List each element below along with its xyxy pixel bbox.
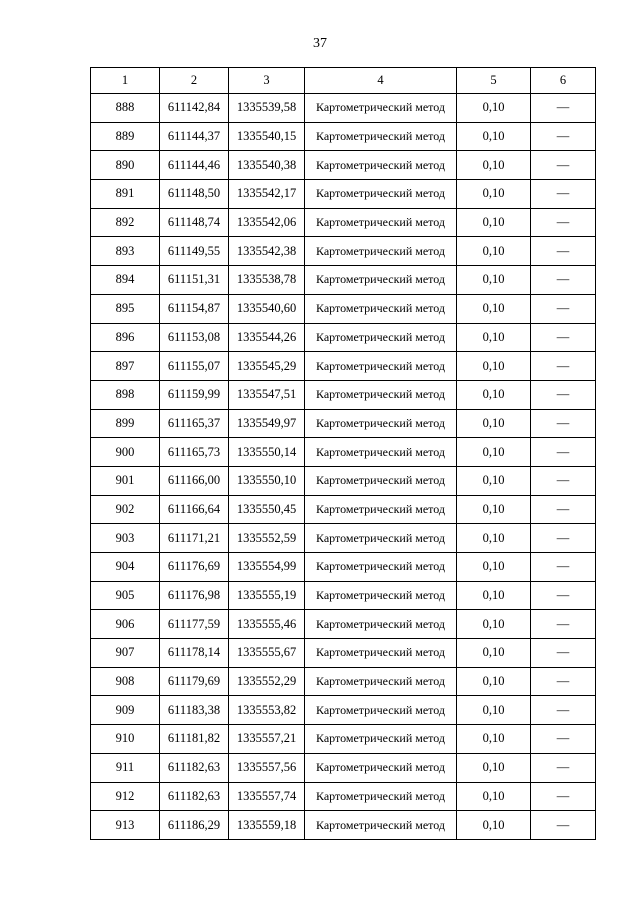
x-coordinate-cell: 611181,82: [160, 725, 229, 754]
table-row: [91, 466, 596, 495]
table-row: [91, 553, 596, 582]
point-number-cell: 893: [91, 237, 160, 266]
note-cell: —: [531, 524, 596, 553]
note-cell: —: [531, 122, 596, 151]
accuracy-cell: 0,10: [457, 782, 531, 811]
note-cell: —: [531, 409, 596, 438]
method-cell: Картометрический метод: [305, 352, 457, 381]
method-cell: Картометрический метод: [305, 581, 457, 610]
point-number-cell: 902: [91, 495, 160, 524]
y-coordinate-cell: 1335549,97: [229, 409, 305, 438]
y-coordinate-cell: 1335555,46: [229, 610, 305, 639]
method-cell: Картометрический метод: [305, 237, 457, 266]
note-cell: —: [531, 466, 596, 495]
note-cell: —: [531, 581, 596, 610]
note-cell: —: [531, 696, 596, 725]
note-cell: —: [531, 667, 596, 696]
header-col-6: 6: [531, 68, 596, 94]
y-coordinate-cell: 1335552,29: [229, 667, 305, 696]
table-row: [91, 782, 596, 811]
x-coordinate-cell: 611166,00: [160, 466, 229, 495]
x-coordinate-cell: 611179,69: [160, 667, 229, 696]
accuracy-cell: 0,10: [457, 352, 531, 381]
x-coordinate-cell: 611166,64: [160, 495, 229, 524]
table-row: [91, 667, 596, 696]
table-row: [91, 524, 596, 553]
coordinates-table: [90, 67, 596, 840]
table-row: [91, 151, 596, 180]
table-row: [91, 495, 596, 524]
x-coordinate-cell: 611155,07: [160, 352, 229, 381]
point-number-cell: 905: [91, 581, 160, 610]
point-number-cell: 908: [91, 667, 160, 696]
y-coordinate-cell: 1335559,18: [229, 811, 305, 840]
table-row: [91, 409, 596, 438]
table-row: [91, 352, 596, 381]
note-cell: —: [531, 294, 596, 323]
y-coordinate-cell: 1335545,29: [229, 352, 305, 381]
note-cell: —: [531, 811, 596, 840]
note-cell: —: [531, 380, 596, 409]
accuracy-cell: 0,10: [457, 725, 531, 754]
table-row: [91, 753, 596, 782]
table-row: [91, 208, 596, 237]
point-number-cell: 912: [91, 782, 160, 811]
table-row: [91, 725, 596, 754]
method-cell: Картометрический метод: [305, 639, 457, 668]
point-number-cell: 900: [91, 438, 160, 467]
method-cell: Картометрический метод: [305, 409, 457, 438]
table-row: [91, 94, 596, 123]
accuracy-cell: 0,10: [457, 610, 531, 639]
table-row: [91, 811, 596, 840]
accuracy-cell: 0,10: [457, 266, 531, 295]
note-cell: —: [531, 94, 596, 123]
x-coordinate-cell: 611148,74: [160, 208, 229, 237]
y-coordinate-cell: 1335538,78: [229, 266, 305, 295]
x-coordinate-cell: 611148,50: [160, 180, 229, 209]
point-number-cell: 906: [91, 610, 160, 639]
x-coordinate-cell: 611171,21: [160, 524, 229, 553]
header-row: [91, 68, 596, 94]
method-cell: Картометрический метод: [305, 323, 457, 352]
note-cell: —: [531, 610, 596, 639]
x-coordinate-cell: 611153,08: [160, 323, 229, 352]
y-coordinate-cell: 1335544,26: [229, 323, 305, 352]
method-cell: Картометрический метод: [305, 151, 457, 180]
y-coordinate-cell: 1335540,60: [229, 294, 305, 323]
table-row: [91, 380, 596, 409]
point-number-cell: 913: [91, 811, 160, 840]
x-coordinate-cell: 611159,99: [160, 380, 229, 409]
y-coordinate-cell: 1335547,51: [229, 380, 305, 409]
y-coordinate-cell: 1335550,10: [229, 466, 305, 495]
method-cell: Картометрический метод: [305, 495, 457, 524]
method-cell: Картометрический метод: [305, 438, 457, 467]
accuracy-cell: 0,10: [457, 438, 531, 467]
y-coordinate-cell: 1335550,14: [229, 438, 305, 467]
method-cell: Картометрический метод: [305, 466, 457, 495]
accuracy-cell: 0,10: [457, 294, 531, 323]
table-row: [91, 581, 596, 610]
table-row: [91, 323, 596, 352]
note-cell: —: [531, 639, 596, 668]
point-number-cell: 898: [91, 380, 160, 409]
y-coordinate-cell: 1335557,56: [229, 753, 305, 782]
x-coordinate-cell: 611142,84: [160, 94, 229, 123]
table-row: [91, 610, 596, 639]
x-coordinate-cell: 611176,98: [160, 581, 229, 610]
accuracy-cell: 0,10: [457, 380, 531, 409]
y-coordinate-cell: 1335557,74: [229, 782, 305, 811]
x-coordinate-cell: 611151,31: [160, 266, 229, 295]
y-coordinate-cell: 1335542,38: [229, 237, 305, 266]
note-cell: —: [531, 438, 596, 467]
table-body: [91, 94, 596, 840]
point-number-cell: 896: [91, 323, 160, 352]
method-cell: Картометрический метод: [305, 380, 457, 409]
point-number-cell: 911: [91, 753, 160, 782]
method-cell: Картометрический метод: [305, 208, 457, 237]
table-row: [91, 122, 596, 151]
note-cell: —: [531, 753, 596, 782]
method-cell: Картометрический метод: [305, 266, 457, 295]
method-cell: Картометрический метод: [305, 811, 457, 840]
method-cell: Картометрический метод: [305, 667, 457, 696]
note-cell: —: [531, 237, 596, 266]
accuracy-cell: 0,10: [457, 667, 531, 696]
y-coordinate-cell: 1335553,82: [229, 696, 305, 725]
method-cell: Картометрический метод: [305, 294, 457, 323]
point-number-cell: 909: [91, 696, 160, 725]
note-cell: —: [531, 180, 596, 209]
note-cell: —: [531, 495, 596, 524]
accuracy-cell: 0,10: [457, 811, 531, 840]
point-number-cell: 888: [91, 94, 160, 123]
header-col-5: 5: [457, 68, 531, 94]
method-cell: Картометрический метод: [305, 782, 457, 811]
method-cell: Картометрический метод: [305, 696, 457, 725]
y-coordinate-cell: 1335557,21: [229, 725, 305, 754]
accuracy-cell: 0,10: [457, 553, 531, 582]
header-col-1: 1: [91, 68, 160, 94]
table-row: [91, 266, 596, 295]
x-coordinate-cell: 611186,29: [160, 811, 229, 840]
table-row: [91, 639, 596, 668]
note-cell: —: [531, 352, 596, 381]
y-coordinate-cell: 1335540,38: [229, 151, 305, 180]
y-coordinate-cell: 1335555,67: [229, 639, 305, 668]
note-cell: —: [531, 151, 596, 180]
method-cell: Картометрический метод: [305, 94, 457, 123]
note-cell: —: [531, 266, 596, 295]
point-number-cell: 899: [91, 409, 160, 438]
x-coordinate-cell: 611165,73: [160, 438, 229, 467]
header-col-4: 4: [305, 68, 457, 94]
point-number-cell: 894: [91, 266, 160, 295]
accuracy-cell: 0,10: [457, 524, 531, 553]
accuracy-cell: 0,10: [457, 696, 531, 725]
method-cell: Картометрический метод: [305, 180, 457, 209]
x-coordinate-cell: 611144,37: [160, 122, 229, 151]
table-row: [91, 294, 596, 323]
note-cell: —: [531, 208, 596, 237]
x-coordinate-cell: 611176,69: [160, 553, 229, 582]
point-number-cell: 903: [91, 524, 160, 553]
accuracy-cell: 0,10: [457, 409, 531, 438]
table-row: [91, 696, 596, 725]
x-coordinate-cell: 611177,59: [160, 610, 229, 639]
y-coordinate-cell: 1335539,58: [229, 94, 305, 123]
point-number-cell: 892: [91, 208, 160, 237]
accuracy-cell: 0,10: [457, 466, 531, 495]
accuracy-cell: 0,10: [457, 151, 531, 180]
x-coordinate-cell: 611149,55: [160, 237, 229, 266]
table-row: [91, 438, 596, 467]
accuracy-cell: 0,10: [457, 753, 531, 782]
note-cell: —: [531, 725, 596, 754]
accuracy-cell: 0,10: [457, 581, 531, 610]
method-cell: Картометрический метод: [305, 553, 457, 582]
header-col-3: 3: [229, 68, 305, 94]
accuracy-cell: 0,10: [457, 639, 531, 668]
page-number: 37: [313, 36, 327, 51]
accuracy-cell: 0,10: [457, 323, 531, 352]
point-number-cell: 889: [91, 122, 160, 151]
table-row: [91, 180, 596, 209]
method-cell: Картометрический метод: [305, 753, 457, 782]
header-col-2: 2: [160, 68, 229, 94]
accuracy-cell: 0,10: [457, 180, 531, 209]
x-coordinate-cell: 611182,63: [160, 753, 229, 782]
method-cell: Картометрический метод: [305, 122, 457, 151]
point-number-cell: 901: [91, 466, 160, 495]
x-coordinate-cell: 611144,46: [160, 151, 229, 180]
note-cell: —: [531, 323, 596, 352]
x-coordinate-cell: 611182,63: [160, 782, 229, 811]
point-number-cell: 890: [91, 151, 160, 180]
y-coordinate-cell: 1335554,99: [229, 553, 305, 582]
y-coordinate-cell: 1335552,59: [229, 524, 305, 553]
x-coordinate-cell: 611165,37: [160, 409, 229, 438]
table-row: [91, 237, 596, 266]
accuracy-cell: 0,10: [457, 208, 531, 237]
y-coordinate-cell: 1335555,19: [229, 581, 305, 610]
point-number-cell: 897: [91, 352, 160, 381]
y-coordinate-cell: 1335542,17: [229, 180, 305, 209]
point-number-cell: 891: [91, 180, 160, 209]
accuracy-cell: 0,10: [457, 122, 531, 151]
y-coordinate-cell: 1335540,15: [229, 122, 305, 151]
point-number-cell: 907: [91, 639, 160, 668]
y-coordinate-cell: 1335550,45: [229, 495, 305, 524]
accuracy-cell: 0,10: [457, 495, 531, 524]
y-coordinate-cell: 1335542,06: [229, 208, 305, 237]
note-cell: —: [531, 782, 596, 811]
note-cell: —: [531, 553, 596, 582]
point-number-cell: 910: [91, 725, 160, 754]
method-cell: Картометрический метод: [305, 524, 457, 553]
x-coordinate-cell: 611178,14: [160, 639, 229, 668]
x-coordinate-cell: 611183,38: [160, 696, 229, 725]
x-coordinate-cell: 611154,87: [160, 294, 229, 323]
method-cell: Картометрический метод: [305, 725, 457, 754]
point-number-cell: 904: [91, 553, 160, 582]
point-number-cell: 895: [91, 294, 160, 323]
accuracy-cell: 0,10: [457, 237, 531, 266]
table-header: [91, 68, 596, 94]
accuracy-cell: 0,10: [457, 94, 531, 123]
method-cell: Картометрический метод: [305, 610, 457, 639]
